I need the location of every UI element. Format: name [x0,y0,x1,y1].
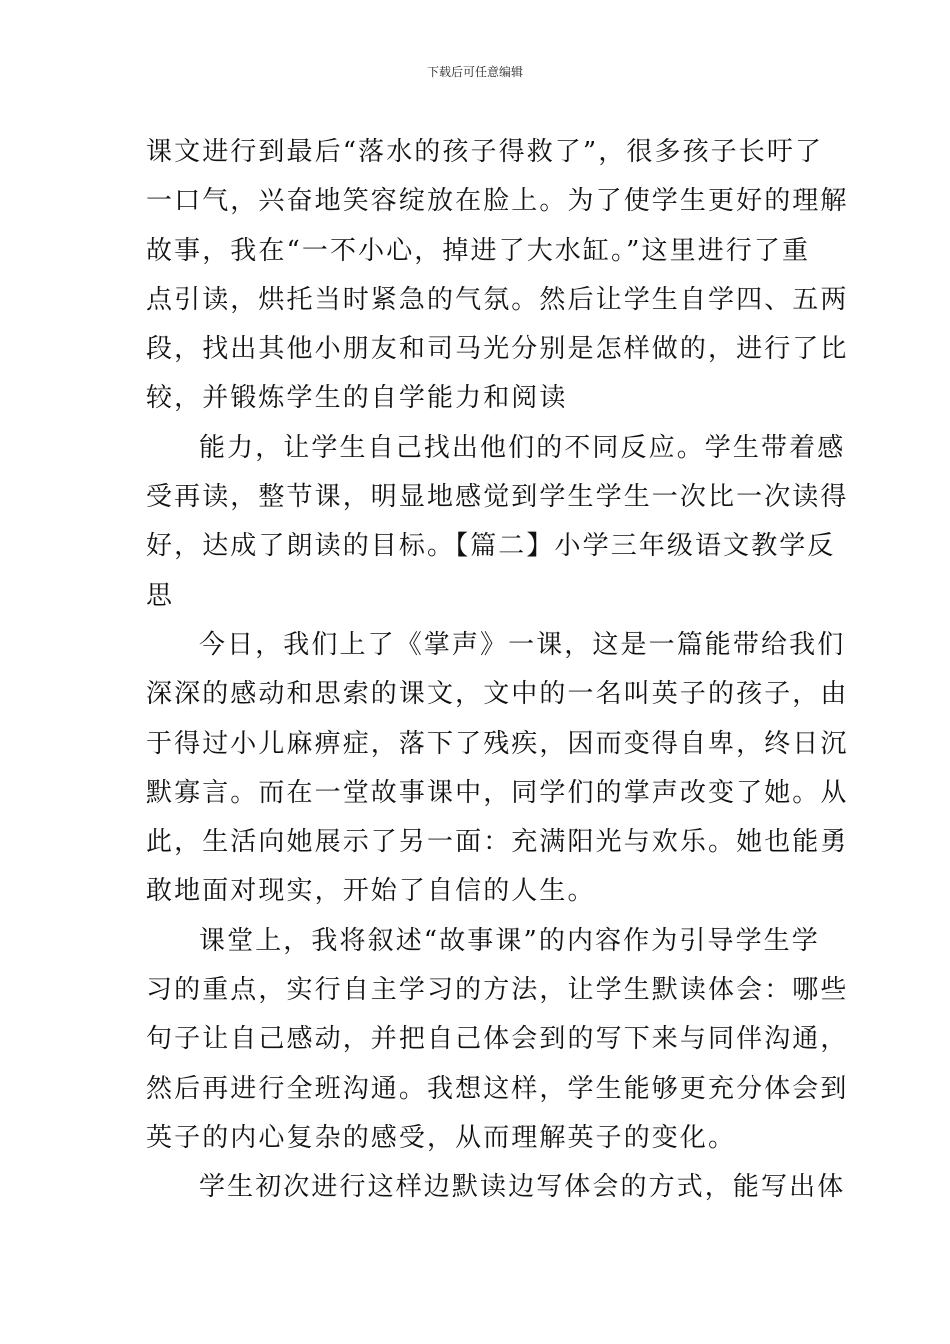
text-line: 较，并锻炼学生的自学能力和阅读 [146,383,568,414]
text-line: 然后再进行全班沟通。我想这样，学生能够更充分体会到 [146,1073,849,1104]
document-body [146,128,849,1213]
text-line: 故事，我在“一不小心，掉进了大水缸。”这里进行了重 [146,235,811,266]
text-line: 句子让自己感动，并把自己体会到的写下来与同伴沟通， [146,1024,849,1055]
text-line: 课文进行到最后“落水的孩子得救了”，很多孩子长吁了 [146,137,824,167]
text-line: 深深的感动和思索的课文，文中的一名叫英子的孩子，由 [146,679,849,710]
page-header-note: 下载后可任意编辑 [426,65,523,79]
text-line: 点引读，烘托当时紧急的气氛。然后让学生自学四、五两 [146,284,849,315]
text-line: 段，找出其他小朋友和司马光分别是怎样做的，进行了比 [146,334,849,365]
paragraph-start-line: 课堂上，我将叙述“故事课”的内容作为引导学生学 [199,925,820,956]
text-line: 习的重点，实行自主学习的方法，让学生默读体会：哪些 [146,975,849,1006]
paragraph-start-line: 学生初次进行这样边默读边写体会的方式，能写出体 [199,1172,846,1203]
text-line: 于得过小儿麻痹症，落下了残疾，因而变得自卑，终日沉 [146,728,849,759]
text-line: 敢地面对现实，开始了自信的人生。 [146,876,596,907]
text-line: 受再读，整节课，明显地感觉到学生学生一次比一次读得 [146,482,849,513]
text-line: 英子的内心复杂的感受，从而理解英子的变化。 [146,1122,737,1153]
paragraph-start-line: 能力，让学生自己找出他们的不同反应。学生带着感 [199,432,846,463]
text-line: 好，达成了朗读的目标。【篇二】小学三年级语文教学反 [146,531,836,562]
text-line: 默寡言。而在一堂故事课中，同学们的掌声改变了她。从 [146,777,849,808]
text-line: 此，生活向她展示了另一面：充满阳光与欢乐。她也能勇 [146,827,849,858]
text-line: 思 [146,580,175,611]
paragraph-start-line: 今日，我们上了《掌声》一课，这是一篇能带给我们 [199,629,846,660]
text-line: 一口气，兴奋地笑容绽放在脸上。为了使学生更好的理解 [146,186,849,217]
